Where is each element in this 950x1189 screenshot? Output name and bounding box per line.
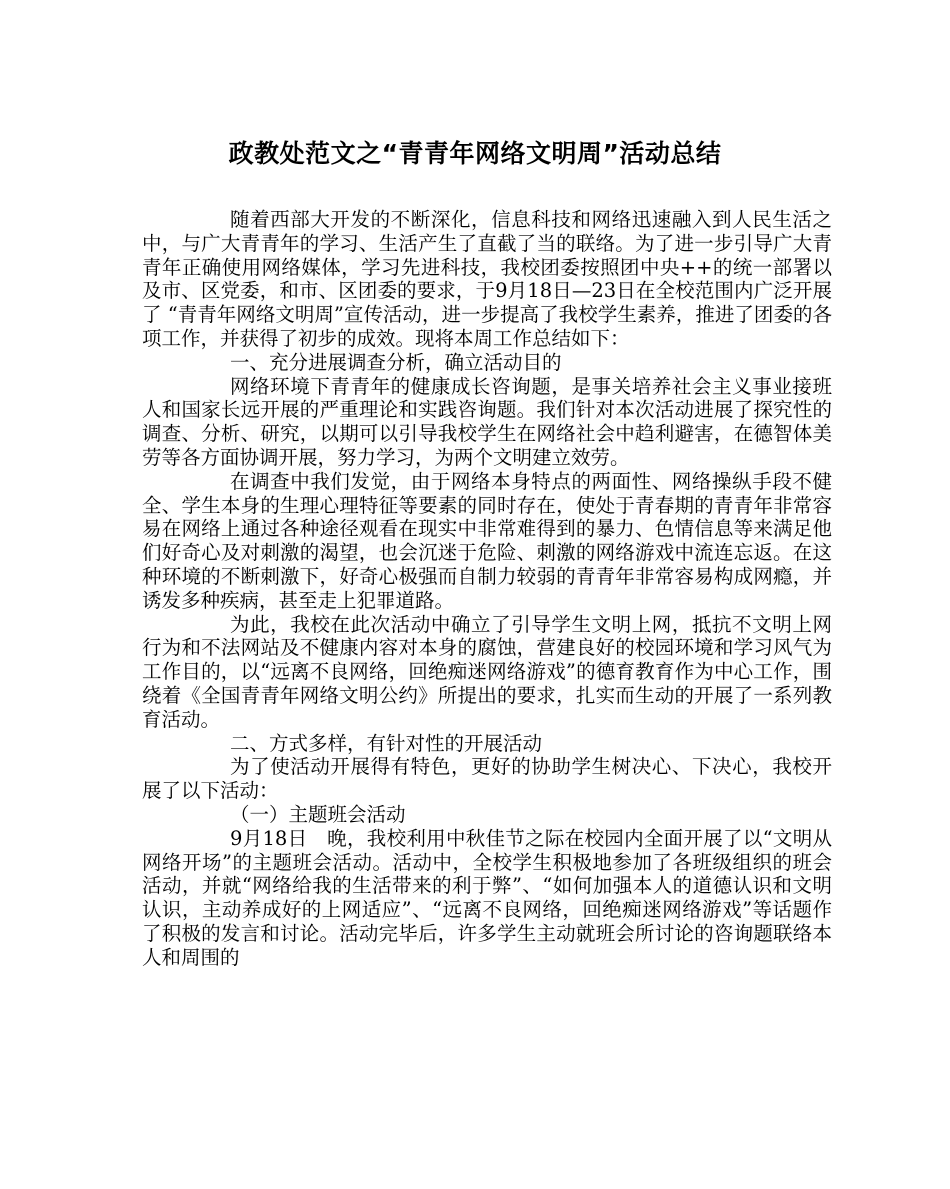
paragraph-activity-goal: 为此，我校在此次活动中确立了引导学生文明上网，抵抗不文明上网行为和不法网站及不健康内容对本身的腐蚀，营建良好的校园环境和学习风气为工作目的，以“远离不良网络，回绝痴迷网络游戏”的德育教育作为中心工作，围绕着《全国青青年网络文明公约》所提出的要求，扎实而生动的开展了一系列教育活动。 <box>142 612 832 731</box>
section-heading-1: 一、充分进展调查分析，确立活动目的 <box>230 350 562 374</box>
paragraph-intro: 随着西部大开发的不断深化，信息科技和网络迅速融入到人民生活之中，与广大青青年的学习、生活产生了直截了当的联络。为了进一步引导广大青青年正确使用网络媒体，学习先进科技，我校团委按照团中央++的统一部署以及市、区党委，和市、区团委的要求，于9月18日—23日在全校范围内广泛开展了 “青青年网络文明周”宣传活动，进一步提高了我校学生素养，推进了团委的各项工作，并获得了初步的成效。现将本周工作总结如下： <box>142 208 832 350</box>
paragraph-activities-intro: 为了使活动开展得有特色，更好的协助学生树决心、下决心，我校开展了以下活动： <box>142 755 832 803</box>
paragraph-network-environment: 网络环境下青青年的健康成长咨询题，是事关培养社会主义事业接班人和国家长远开展的严重理论和实践咨询题。我们针对本次活动进展了探究性的调查、分析、研究，以期可以引导我校学生在网络社会中趋利避害，在德智体美劳等各方面协调开展，努力学习，为两个文明建立效劳。 <box>142 374 832 469</box>
document-title: 政教处范文之“青青年网络文明周”活动总结 <box>228 139 722 168</box>
document-body <box>142 208 832 970</box>
subsection-heading-1: （一）主题班会活动 <box>230 802 406 826</box>
paragraph-survey-findings: 在调查中我们发觉，由于网络本身特点的两面性、网络操纵手段不健全、学生本身的生理心理特征等要素的同时存在，使处于青春期的青青年非常容易在网络上通过各种途径观看在现实中非常难得到的暴力、色情信息等来满足他们好奇心及对刺激的渴望，也会沉迷于危险、刺激的网络游戏中流连忘返。在这种环境的不断刺激下，好奇心极强而自制力较弱的青青年非常容易构成网瘾，并诱发多种疾病，甚至走上犯罪道路。 <box>142 469 832 612</box>
paragraph-class-meeting: 9月18日 晚，我校利用中秋佳节之际在校园内全面开展了以“文明从网络开场”的主题班会活动。活动中，全校学生积极地参加了各班级组织的班会活动，并就“网络给我的生活带来的利于弊”、“如何加强本人的道德认识和文明认识，主动养成好的上网适应”、“远离不良网络，回绝痴迷网络游戏”等话题作了积极的发言和讨论。活动完毕后，许多学生主动就班会所讨论的咨询题联络本人和周围的 <box>142 826 832 969</box>
section-heading-2: 二、方式多样，有针对性的开展活动 <box>230 731 543 755</box>
